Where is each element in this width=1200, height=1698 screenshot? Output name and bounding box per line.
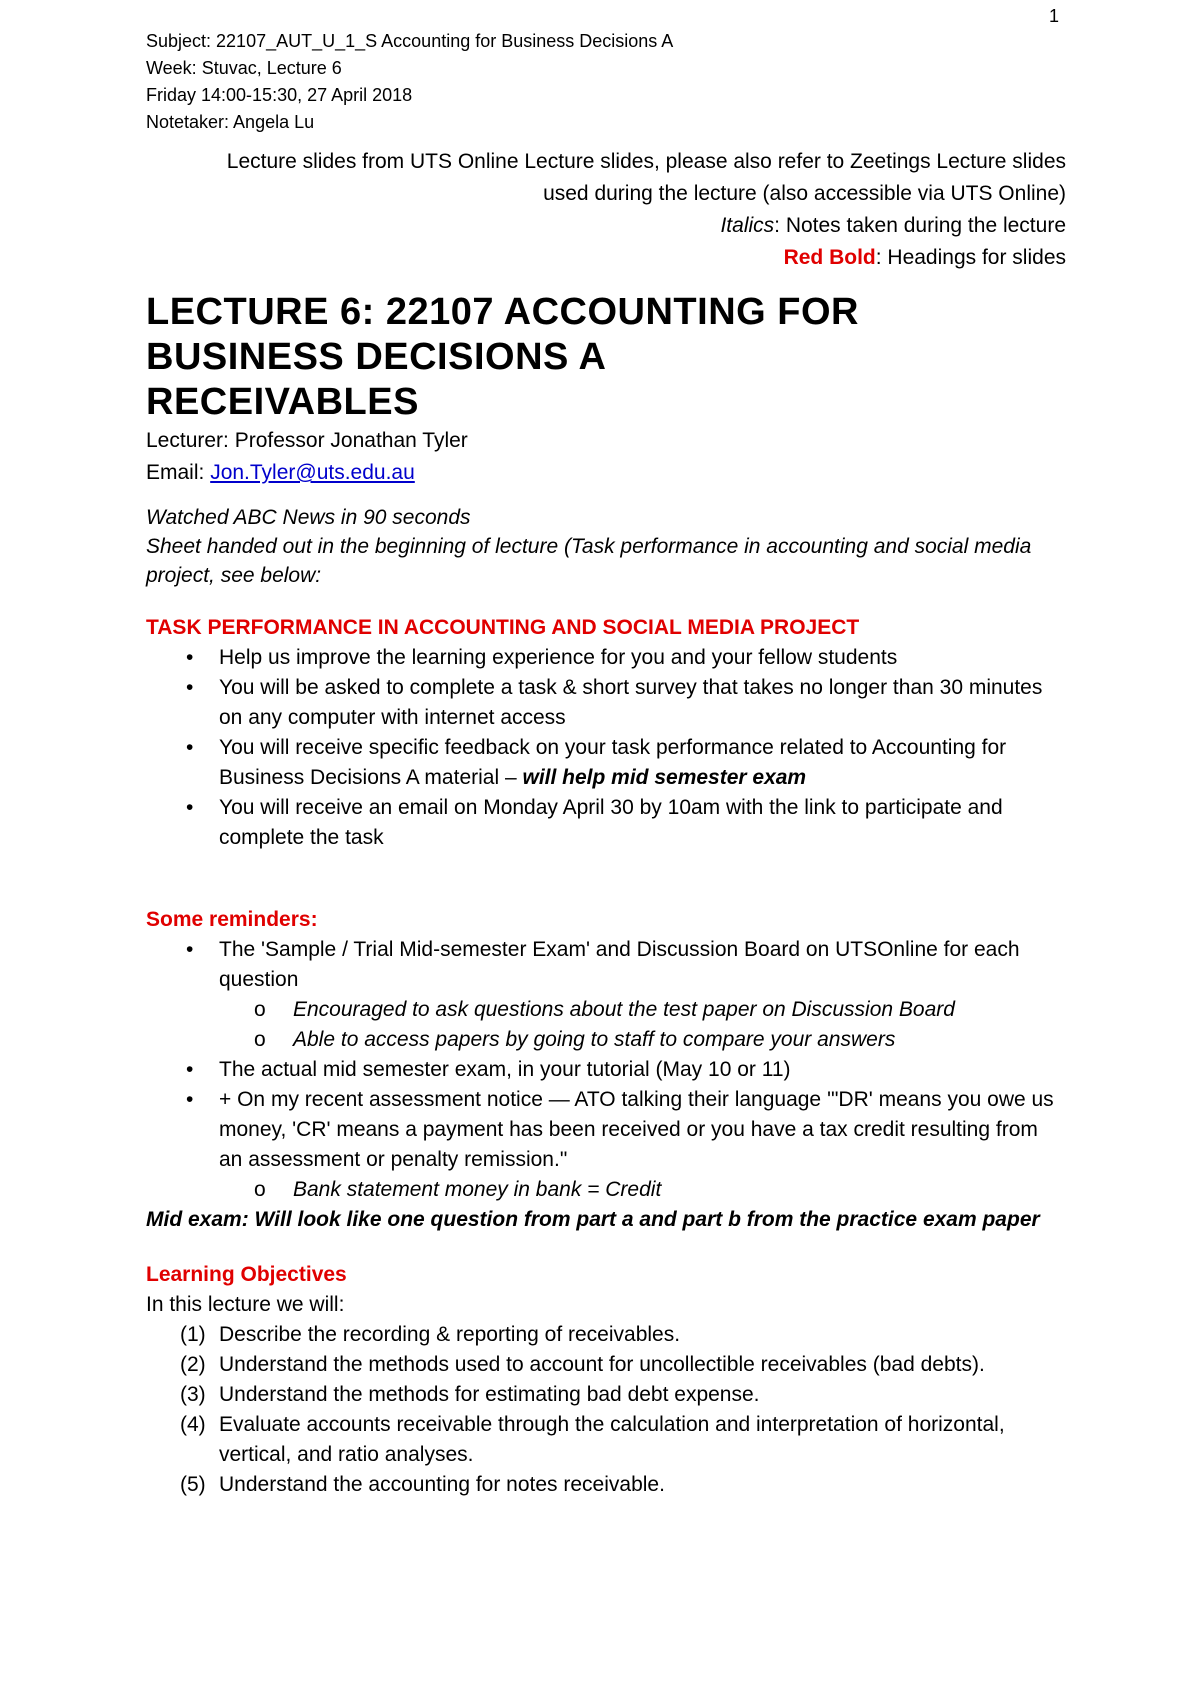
task-section-heading: TASK PERFORMANCE IN ACCOUNTING AND SOCIAL MEDIA PROJECT (146, 616, 860, 639)
note-line-1: Watched ABC News in 90 seconds (146, 506, 471, 529)
page-title (146, 290, 1066, 425)
main-content (146, 290, 1066, 1500)
reminder-sub-list-2 (219, 1175, 1066, 1205)
task-bullet-3-emphasis: will help mid semester exam (522, 766, 807, 789)
objective-item (146, 1410, 1066, 1470)
objective-item (146, 1380, 1066, 1410)
task-bullet-1: • Help us improve the learning experience for you and your fellow students (146, 643, 1066, 673)
mid-exam-note: Mid exam: Will look like one question from part a and part b from the practice exam paper (146, 1208, 1040, 1231)
intro-line-1: Lecture slides from UTS Online Lecture slides, please also refer to Zeetings Lecture slides (226, 150, 1066, 173)
italics-label: Italics (720, 214, 775, 237)
objective-item (146, 1320, 1066, 1350)
datetime-line: Friday 14:00-15:30, 27 April 2018 (146, 85, 413, 105)
italics-text: : Notes taken during the lecture (774, 214, 1066, 237)
objective-number: (1) (180, 1323, 206, 1346)
email-label: Email: (146, 461, 211, 484)
email-link[interactable]: Jon.Tyler@uts.edu.au (210, 461, 415, 484)
objective-text: Understand the methods used to account for uncollectible receivables (bad debts). (219, 1353, 985, 1376)
reminder-bullet-2: • The actual mid semester exam, in your tutorial (May 10 or 11) (146, 1055, 1066, 1085)
objective-text: Describe the recording & reporting of receivables. (219, 1323, 681, 1346)
document-header (146, 28, 673, 136)
objective-text: Understand the methods for estimating bad debt expense. (219, 1383, 760, 1406)
task-bullet-2: • You will be asked to complete a task & short survey that takes no longer than 30 minutes on any computer with internet access (146, 673, 1066, 733)
objective-text: Evaluate accounts receivable through the calculation and interpretation of horizontal, vertical, and ratio analyses. (219, 1413, 1005, 1466)
lecturer-line: Lecturer: Professor Jonathan Tyler (146, 429, 468, 452)
week-line: Week: Stuvac, Lecture 6 (146, 58, 342, 78)
page-number: 1 (1049, 6, 1060, 26)
reminder-sub-item-2: o Able to access papers by going to staff to compare your answers (146, 1025, 1066, 1055)
task-bullet-3 (146, 733, 1066, 793)
task-bullet-4: • You will receive an email on Monday April 30 by 10am with the link to participate and complete the task (146, 793, 1066, 853)
reminder-bullet-3-text: + On my recent assessment notice — ATO talking their language '"DR' means you owe us money, 'CR' means a payment has been received or you have a tax credit resulting from an assessment or penalty remission." (219, 1088, 1054, 1171)
objectives-heading: Learning Objectives (146, 1263, 347, 1286)
task-bullet-list (146, 643, 1066, 853)
objective-number: (4) (180, 1413, 206, 1436)
reminder-sub-item-3: o Bank statement money in bank = Credit (146, 1175, 1066, 1205)
objective-number: (2) (180, 1353, 206, 1376)
objective-number: (3) (180, 1383, 206, 1406)
italics-legend (106, 210, 1066, 242)
title-line-3: RECEIVABLES (146, 381, 419, 423)
task-bullet-3-text: You will receive specific feedback on your task performance related to Accounting for Business Decisions A material – (219, 736, 1007, 789)
redbold-legend (106, 242, 1066, 274)
title-line-2: BUSINESS DECISIONS A (146, 336, 607, 378)
notetaker-line: Notetaker: Angela Lu (146, 112, 315, 132)
objective-item (146, 1470, 1066, 1500)
subject-line: Subject: 22107_AUT_U_1_S Accounting for Business Decisions A (146, 31, 674, 51)
intro-block (106, 146, 1066, 274)
reminder-sub-item-1: o Encouraged to ask questions about the test paper on Discussion Board (146, 995, 1066, 1025)
reminder-bullet-1 (146, 935, 1066, 1055)
reminder-bullet-3 (146, 1085, 1066, 1205)
objectives-intro: In this lecture we will: (146, 1293, 345, 1316)
note-line-2: Sheet handed out in the beginning of lecture (Task performance in accounting and social media project, see below: (146, 535, 1032, 587)
reminder-bullet-1-text: The 'Sample / Trial Mid-semester Exam' and Discussion Board on UTSOnline for each question (219, 938, 1020, 991)
reminders-heading: Some reminders: (146, 908, 318, 931)
title-line-1: LECTURE 6: 22107 ACCOUNTING FOR (146, 291, 859, 333)
objectives-list (146, 1320, 1066, 1500)
intro-line-2: used during the lecture (also accessible via UTS Online) (543, 182, 1066, 205)
objective-item (146, 1350, 1066, 1380)
redbold-text: : Headings for slides (875, 246, 1066, 269)
redbold-label: Red Bold (783, 246, 876, 269)
reminder-sub-list-1 (219, 995, 1066, 1055)
objective-number: (5) (180, 1473, 206, 1496)
reminders-bullet-list (146, 935, 1066, 1205)
email-line (146, 457, 1066, 489)
objective-text: Understand the accounting for notes receivable. (219, 1473, 665, 1496)
